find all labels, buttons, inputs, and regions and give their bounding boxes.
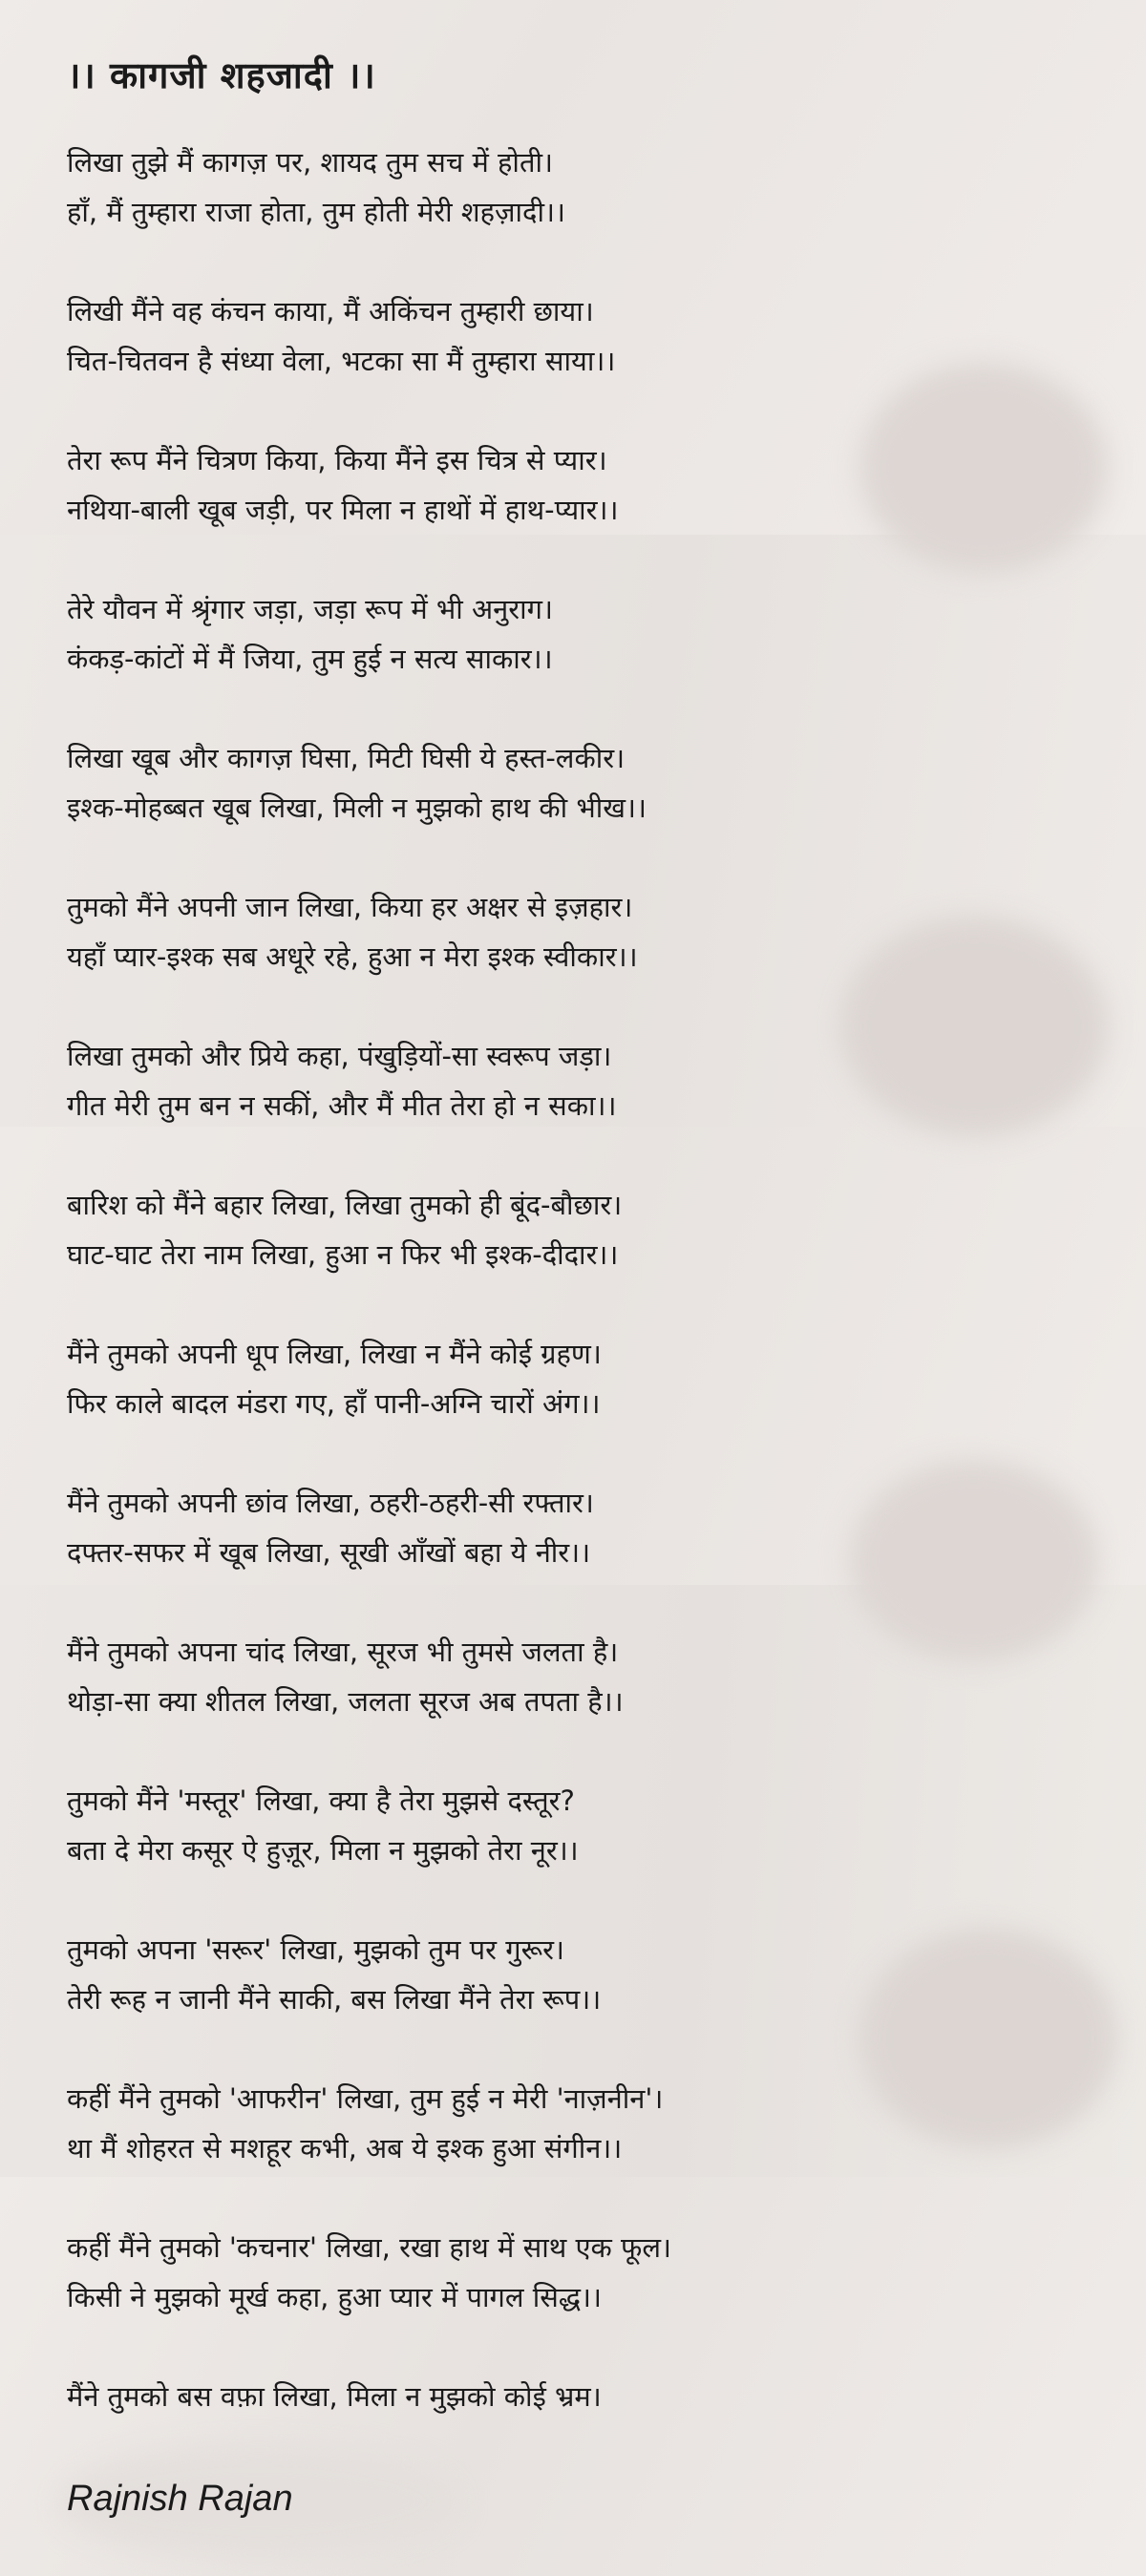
poem-line: था मैं शोहरत से मशहूर कभी, अब ये इश्क हुआ संगीन।। [67, 2132, 623, 2164]
poem-line: बारिश को मैंने बहार लिखा, लिखा तुमको ही बूंद-बौछार। [67, 1189, 623, 1221]
poem-line: गीत मेरी तुम बन न सकीं, और मैं मीत तेरा हो न सका।। [67, 1089, 617, 1122]
stanza [67, 2372, 1098, 2421]
author-name: Rajnish Rajan [67, 2479, 293, 2519]
stanza [67, 286, 1098, 386]
stanza [67, 2074, 1098, 2173]
poem-line: इश्क-मोहब्बत खूब लिखा, मिली न मुझको हाथ की भीख।। [67, 792, 647, 824]
stanza [67, 1031, 1098, 1130]
poem-title: ।। कागजी शहजादी ।। [67, 54, 376, 96]
stanza [67, 1180, 1098, 1279]
poem-line: लिखा खूब और कागज़ घिसा, मिटी घिसी ये हस्त-लकीर। [67, 742, 626, 774]
poem-line: फिर काले बादल मंडरा गए, हाँ पानी-अग्नि चारों अंग।। [67, 1387, 601, 1420]
poem-line: दफ्तर-सफर में खूब लिखा, सूखी आँखों बहा ये नीर।। [67, 1536, 591, 1569]
poem-line: तेरे यौवन में श्रृंगार जड़ा, जड़ा रूप में भी अनुराग। [67, 593, 553, 625]
poem-line: तुमको मैंने 'मस्तूर' लिखा, क्या है तेरा मुझसे दस्तूर? [67, 1784, 575, 1817]
poem-line: थोड़ा-सा क्या शीतल लिखा, जलता सूरज अब तपता है।। [67, 1685, 624, 1718]
poem-body [67, 137, 1098, 2421]
poem-line: मैंने तुमको अपनी छांव लिखा, ठहरी-ठहरी-सी रफ्तार। [67, 1487, 594, 1519]
stanza [67, 1478, 1098, 1577]
poem-line: हाँ, मैं तुम्हारा राजा होता, तुम होती मेरी शहज़ादी।। [67, 196, 565, 228]
stanza [67, 1329, 1098, 1428]
poem-line: लिखा तुमको और प्रिये कहा, पंखुड़ियों-सा स्वरूप जड़ा। [67, 1040, 612, 1072]
poem-line: यहाँ प्यार-इश्क सब अधूरे रहे, हुआ न मेरा इश्क स्वीकार।। [67, 940, 638, 973]
stanza [67, 1925, 1098, 2024]
poem-line: तेरी रूह न जानी मैंने साकी, बस लिखा मैंने तेरा रूप।। [67, 1983, 602, 2016]
poem-line: कहीं मैंने तुमको 'आफरीन' लिखा, तुम हुई न मेरी 'नाज़नीन'। [67, 2082, 664, 2115]
stanza [67, 1627, 1098, 1726]
poem-line: नथिया-बाली खूब जड़ी, पर मिला न हाथों में हाथ-प्यार।। [67, 494, 619, 526]
poem-line: तुमको अपना 'सरूर' लिखा, मुझको तुम पर गुरूर। [67, 1933, 564, 1966]
stanza [67, 137, 1098, 237]
stanza [67, 882, 1098, 982]
poem-line: मैंने तुमको अपनी धूप लिखा, लिखा न मैंने कोई ग्रहण। [67, 1338, 602, 1370]
poem-line: चित-चितवन है संध्या वेला, भटका सा मैं तुम्हारा साया।। [67, 345, 616, 377]
poem-line: लिखा तुझे मैं कागज़ पर, शायद तुम सच में होती। [67, 146, 553, 179]
stanza [67, 1776, 1098, 1875]
poem-line: कंकड़-कांटों में मैं जिया, तुम हुई न सत्य साकार।। [67, 643, 553, 675]
poem-line: किसी ने मुझको मूर्ख कहा, हुआ प्यार में पागल सिद्ध।। [67, 2281, 603, 2313]
poem-line: कहीं मैंने तुमको 'कचनार' लिखा, रखा हाथ में साथ एक फूल। [67, 2231, 672, 2264]
poem-line: बता दे मेरा कसूर ऐ हुज़ूर, मिला न मुझको तेरा नूर।। [67, 1834, 579, 1867]
poem-line: घाट-घाट तेरा नाम लिखा, हुआ न फिर भी इश्क-दीदार।। [67, 1238, 619, 1271]
poem-line: मैंने तुमको अपना चांद लिखा, सूरज भी तुमसे जलता है। [67, 1636, 619, 1668]
stanza [67, 2223, 1098, 2322]
stanza [67, 733, 1098, 833]
poem [67, 50, 1098, 2471]
poem-line: मैंने तुमको बस वफ़ा लिखा, मिला न मुझको कोई भ्रम। [67, 2380, 602, 2413]
stanza [67, 584, 1098, 684]
stanza [67, 435, 1098, 535]
poem-line: तेरा रूप मैंने चित्रण किया, किया मैंने इस चित्र से प्यार। [67, 444, 607, 476]
poem-line: तुमको मैंने अपनी जान लिखा, किया हर अक्षर से इज़हार। [67, 891, 633, 923]
poem-line: लिखी मैंने वह कंचन काया, मैं अकिंचन तुम्हारी छाया। [67, 295, 594, 327]
